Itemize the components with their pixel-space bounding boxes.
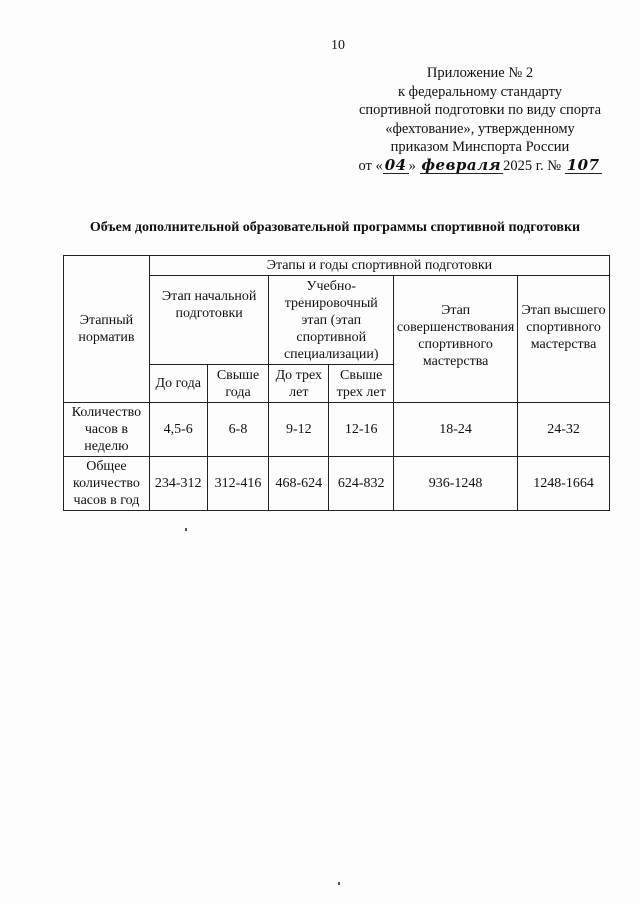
stage-initial-cell [149,276,269,365]
table-cell: 468-624 [269,457,329,511]
row-label-cell [64,457,150,511]
stage-initial: Этап начальной подготовки [161,289,257,321]
order-date-line [330,157,630,176]
sub-header-training-1: До трех лет [275,367,322,400]
row-label-cell [64,403,150,457]
table-cell: 24-32 [518,403,610,457]
table-cell: 18-24 [394,403,518,457]
table-cell: 4,5-6 [149,403,207,457]
row-label: Количество часов в неделю [71,405,142,454]
document-title: Объем дополнительной образовательной программы спортивной подготовки [89,220,581,235]
table-cell: 1248-1664 [518,457,610,511]
sub-header-cell [269,365,329,403]
sub-header-initial-1: До года [155,376,201,391]
page-number: 10 [331,38,345,53]
appendix-line: «фехтование», утвержденному [385,120,575,137]
stage-highest: Этап высшего спортивного мастерства [521,303,606,352]
table-row [64,457,610,511]
stage-training: Учебно-тренировочный этап (этап спортивной специализации) [283,279,379,362]
scan-speck [338,882,340,885]
table-cell: 936-1248 [394,457,518,511]
stage-training-cell [269,276,394,365]
table-row [64,403,610,457]
sub-header-initial-2: Свыше года [216,367,260,400]
appendix-line: к федеральному стандарту [398,83,562,100]
date-prefix: от « [358,157,383,174]
table-cell: 234-312 [149,457,207,511]
sub-header-cell [207,365,269,403]
scan-speck [185,528,187,531]
appendix-line: Приложение № 2 [426,65,534,81]
table-cell: 624-832 [329,457,394,511]
table-cell: 6-8 [207,403,269,457]
handwritten-day: 04 [384,155,407,174]
appendix-line: спортивной подготовки по виду спорта [358,102,602,118]
norm-header: Этапный норматив [78,313,135,345]
date-mid: » [408,157,416,174]
handwritten-order-number: 107 [566,155,600,174]
table-cell: 312-416 [207,457,269,511]
stage-highest-cell [518,276,610,403]
sub-header-cell [329,365,394,403]
sub-header-training-2: Свыше трех лет [336,367,386,400]
stage-improvement-cell [394,276,518,403]
group-header-cell [149,256,609,276]
sub-header-cell [149,365,207,403]
date-year: 2025 г. № [503,157,562,174]
appendix-line: приказом Минспорта России [390,139,570,155]
stage-improvement: Этап совершенствования спортивного мастерства [396,303,515,369]
appendix-block [330,64,630,175]
group-header: Этапы и годы спортивной подготовки [266,258,493,273]
norm-header-cell [64,256,150,403]
table-cell: 12-16 [329,403,394,457]
handwritten-month: февраля [421,155,502,174]
table-cell: 9-12 [269,403,329,457]
norm-table [63,255,610,511]
row-label: Общее количество часов в год [73,459,140,508]
